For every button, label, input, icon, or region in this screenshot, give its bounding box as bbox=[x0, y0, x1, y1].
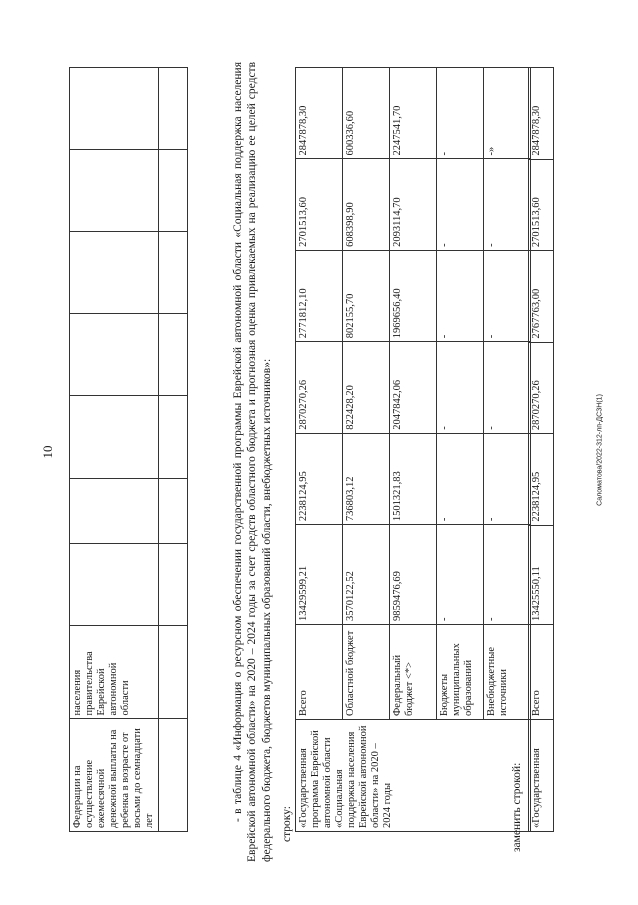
value-cell: - bbox=[484, 159, 531, 250]
value-cell: - bbox=[437, 525, 484, 625]
program-name: «Государственная bbox=[529, 720, 554, 832]
value-cell: -» bbox=[484, 68, 531, 159]
source-cell: Федеральный бюджет <*> bbox=[390, 625, 437, 720]
source-cell: Всего bbox=[296, 625, 343, 720]
empty-cell bbox=[159, 719, 188, 832]
value-cell: - bbox=[484, 525, 531, 625]
value-cell: 2767763,00 bbox=[529, 251, 554, 343]
value-cell: 2870270,26 bbox=[296, 342, 343, 433]
value-cell: 13429599,21 bbox=[296, 525, 343, 625]
source-cell: Бюджеты муниципальных образований bbox=[437, 625, 484, 720]
value-cell: - bbox=[484, 250, 531, 341]
empty-cell bbox=[70, 543, 159, 625]
empty-cell bbox=[159, 625, 188, 719]
value-cell: - bbox=[484, 342, 531, 433]
value-cell: 2047842,06 bbox=[390, 342, 437, 433]
value-cell: 2870270,26 bbox=[529, 342, 554, 434]
value-cell: 2847878,30 bbox=[296, 68, 343, 159]
value-cell: - bbox=[437, 68, 484, 159]
label-rows: строку: bbox=[281, 806, 293, 842]
value-cell: - bbox=[437, 250, 484, 341]
value-cell: 2247541,70 bbox=[390, 68, 437, 159]
value-cell: 3570122,52 bbox=[343, 525, 390, 625]
program-funding-table bbox=[295, 67, 531, 832]
empty-cell bbox=[159, 232, 188, 314]
value-cell: 608398,90 bbox=[343, 159, 390, 250]
empty-cell bbox=[70, 68, 159, 150]
rotated-content bbox=[69, 62, 569, 862]
value-cell: 2847878,30 bbox=[529, 68, 554, 160]
page-number: 10 bbox=[40, 445, 55, 459]
table-row bbox=[296, 68, 343, 832]
empty-cell bbox=[70, 478, 159, 543]
empty-cell bbox=[159, 478, 188, 543]
value-cell: - bbox=[437, 159, 484, 250]
empty-cell bbox=[70, 150, 159, 232]
document-code: Саломатова/2022-312-лп-ДСЗН(1) bbox=[596, 394, 604, 506]
value-cell: 2701513,60 bbox=[529, 159, 554, 251]
table-row bbox=[390, 68, 437, 832]
empty-cell bbox=[159, 150, 188, 232]
empty-cell bbox=[70, 396, 159, 478]
value-cell: 1969656,40 bbox=[390, 250, 437, 341]
program-name: «Государственная программа Еврейской автономной области «Социальная поддержка населения Еврейской автономной области» на 2020 – 2024 годы bbox=[296, 720, 531, 832]
value-cell: - bbox=[484, 433, 531, 524]
value-cell: 802155,70 bbox=[343, 250, 390, 341]
replacement-table bbox=[528, 67, 554, 832]
source-cell: Областной бюджет bbox=[343, 625, 390, 720]
empty-cell bbox=[70, 232, 159, 314]
table-row bbox=[484, 68, 531, 832]
amendment-text: - в таблице 4 «Информация о ресурсном обеспечении государственной программы Еврейской автономной области «Социальная поддержка населения Еврейской автономной области» на 2020 – 2024 годы за счет средств областного бюджета и прогнозная оценка привлекаемых на реализацию ее целей средств федерального бюджета, бюджетов муниципальных образований области, внебюджетных источников»: bbox=[232, 62, 273, 862]
empty-cell bbox=[159, 314, 188, 396]
value-cell: 2238124,95 bbox=[296, 433, 343, 524]
value-cell: 1501321,83 bbox=[390, 433, 437, 524]
value-cell: 2238124,95 bbox=[529, 434, 554, 526]
empty-cell bbox=[159, 543, 188, 625]
table-row bbox=[529, 68, 554, 832]
value-cell: 13425550,11 bbox=[529, 525, 554, 624]
table-row bbox=[343, 68, 390, 832]
label-replace: заменить строкой: bbox=[511, 762, 523, 852]
source-cell: Всего bbox=[529, 625, 554, 720]
value-cell: 2093114,70 bbox=[390, 159, 437, 250]
value-cell: 600336,60 bbox=[343, 68, 390, 159]
value-cell: 9859476,69 bbox=[390, 525, 437, 625]
continuation-executor: населения правительства Еврейской автономной области bbox=[70, 625, 159, 719]
empty-cell bbox=[70, 314, 159, 396]
value-cell: 2701513,60 bbox=[296, 159, 343, 250]
source-cell: Внебюджетные источники bbox=[484, 625, 531, 720]
value-cell: - bbox=[437, 342, 484, 433]
empty-cell bbox=[159, 396, 188, 478]
value-cell: 736803,12 bbox=[343, 433, 390, 524]
continuation-table bbox=[69, 67, 188, 832]
value-cell: 822428,20 bbox=[343, 342, 390, 433]
table-row bbox=[437, 68, 484, 832]
value-cell: 2771812,10 bbox=[296, 250, 343, 341]
empty-cell bbox=[159, 68, 188, 150]
value-cell: - bbox=[437, 433, 484, 524]
continuation-desc: Федерации на осуществление ежемесячной денежной выплаты на ребенка в возрасте от восьми до семнадцати лет bbox=[70, 719, 159, 832]
